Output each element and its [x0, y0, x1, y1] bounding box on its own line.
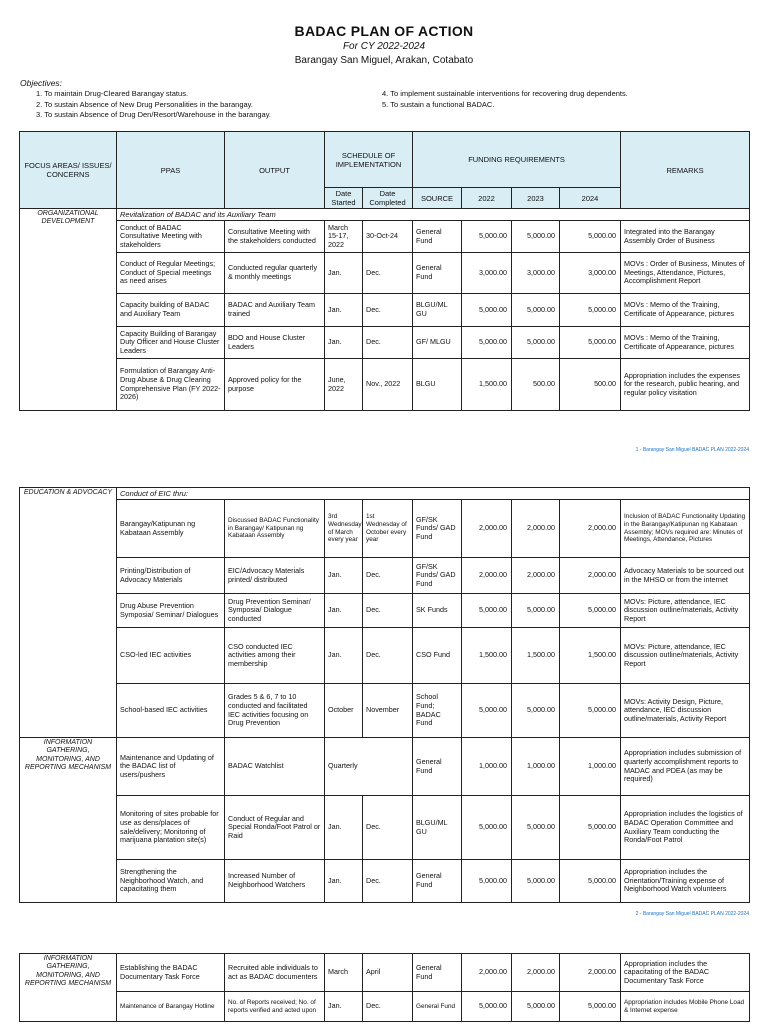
remarks-cell: MOVs: Picture, attendance, IEC discussion outline/materials, Activity Report	[621, 628, 750, 684]
header-source: SOURCE	[413, 188, 462, 209]
source-cell: General Fund	[413, 860, 462, 903]
source-cell: GF/ MLGU	[413, 327, 462, 359]
amount-2024: 1,500.00	[560, 628, 621, 684]
amount-2022: 1,500.00	[462, 359, 512, 411]
amount-2024: 5,000.00	[560, 221, 621, 253]
header-funding: FUNDING REQUIREMENTS	[413, 132, 621, 188]
amount-2022: 1,000.00	[462, 738, 512, 796]
date-completed-cell: April	[363, 954, 413, 992]
objective-item: 3. To sustain Absence of Drug Den/Resort/Warehouse in the barangay.	[36, 110, 271, 119]
header-remarks: REMARKS	[621, 132, 750, 209]
date-started-cell: Jan.	[325, 796, 363, 860]
amount-2022: 5,000.00	[462, 594, 512, 628]
source-cell: General Fund	[413, 738, 462, 796]
output-cell: Grades 5 & 6, 7 to 10 conducted and facilitated IEC activities focusing on Drug Prevention	[225, 684, 325, 738]
amount-2023: 2,000.00	[512, 954, 560, 992]
date-started-cell: Jan.	[325, 294, 363, 327]
output-cell: Conducted regular quarterly & monthly meetings	[225, 253, 325, 294]
ppa-cell: Barangay/Katipunan ng Kabataan Assembly	[117, 500, 225, 558]
amount-2024: 500.00	[560, 359, 621, 411]
source-cell: BLGU	[413, 359, 462, 411]
date-completed-cell: November	[363, 684, 413, 738]
plan-table-page-1	[19, 131, 750, 411]
objective-item: 4. To implement sustainable interventions for recovering drug dependents.	[382, 89, 628, 98]
remarks-cell: MOVs: Picture, attendance, IEC discussion outline/materials, Activity Report	[621, 594, 750, 628]
date-completed-cell: Dec.	[363, 992, 413, 1022]
amount-2023: 5,000.00	[512, 327, 560, 359]
amount-2023: 2,000.00	[512, 500, 560, 558]
amount-2022: 5,000.00	[462, 684, 512, 738]
source-cell: BLGU/ML GU	[413, 294, 462, 327]
header-schedule: SCHEDULE OF IMPLEMENTATION	[325, 132, 413, 188]
header-ppas: PPAS	[117, 132, 225, 209]
remarks-cell: Appropriation includes Mobile Phone Load & Internet expense	[621, 992, 750, 1022]
date-completed-cell: Dec.	[363, 860, 413, 903]
date-completed-cell: 30-Oct-24	[363, 221, 413, 253]
remarks-cell: MOVs: Activity Design, Picture, attendance, IEC discussion outline/materials, Activity Report	[621, 684, 750, 738]
date-completed-cell: 1st Wednesday of October every year	[363, 500, 413, 558]
remarks-cell: MOVs : Order of Business, Minutes of Meetings, Attendance, Pictures, Accomplishment Report	[621, 253, 750, 294]
source-cell: CSO Fund	[413, 628, 462, 684]
date-started-cell: Jan.	[325, 327, 363, 359]
focus-area: INFORMATION GATHERING, MONITORING, AND REPORTING MECHANISM	[20, 954, 117, 1022]
amount-2022: 2,000.00	[462, 954, 512, 992]
objectives-list-left	[36, 89, 271, 121]
focus-area: INFORMATION GATHERING, MONITORING, AND REPORTING MECHANISM	[20, 738, 117, 903]
ppa-cell: Conduct of BADAC Consultative Meeting with stakeholders	[117, 221, 225, 253]
amount-2022: 5,000.00	[462, 221, 512, 253]
output-cell: BDO and House Cluster Leaders	[225, 327, 325, 359]
remarks-cell: Advocacy Materials to be sourced out in the MHSO or from the internet	[621, 558, 750, 594]
amount-2024: 5,000.00	[560, 796, 621, 860]
objectives-heading: Objectives:	[20, 78, 63, 88]
amount-2024: 5,000.00	[560, 860, 621, 903]
remarks-cell: MOVs : Memo of the Training, Certificate of Appearance, pictures	[621, 294, 750, 327]
date-started-cell: Jan.	[325, 628, 363, 684]
ppa-cell: Maintenance and Updating of the BADAC list of users/pushers	[117, 738, 225, 796]
amount-2023: 1,500.00	[512, 628, 560, 684]
remarks-cell: Appropriation includes the expenses for the research, public hearing, and regular policy visitation	[621, 359, 750, 411]
amount-2023: 1,000.00	[512, 738, 560, 796]
amount-2024: 2,000.00	[560, 500, 621, 558]
page-footer: 2 - Barangay San Miguel BADAC PLAN 2022-2024	[635, 911, 749, 917]
date-started-cell: October	[325, 684, 363, 738]
amount-2022: 5,000.00	[462, 860, 512, 903]
output-cell: Increased Number of Neighborhood Watchers	[225, 860, 325, 903]
output-cell: No. of Reports received; No. of reports verified and acted upon	[225, 992, 325, 1022]
document-subtitle: For CY 2022-2024	[342, 41, 426, 52]
amount-2024: 2,000.00	[560, 954, 621, 992]
amount-2023: 3,000.00	[512, 253, 560, 294]
output-cell: BADAC Watchlist	[225, 738, 325, 796]
document-title: BADAC PLAN OF ACTION	[294, 23, 474, 39]
amount-2024: 5,000.00	[560, 684, 621, 738]
amount-2022: 5,000.00	[462, 327, 512, 359]
amount-2023: 5,000.00	[512, 594, 560, 628]
date-completed-cell: Dec.	[363, 628, 413, 684]
remarks-cell: Inclusion of BADAC Functionality Updating in the Barangay/Katipunan ng Kabataan Assembly; MOVs required are: Minutes of Meetings, Attendance, Pictures	[621, 500, 750, 558]
date-started-cell: Jan.	[325, 860, 363, 903]
output-cell: Consultative Meeting with the stakeholders conducted	[225, 221, 325, 253]
amount-2024: 2,000.00	[560, 558, 621, 594]
header-date-completed: Date Completed	[363, 188, 413, 209]
ppa-cell: Monitoring of sites probable for use as dens/places of sale/delivery; Monitoring of marijuana plantation site(s)	[117, 796, 225, 860]
output-cell: Conduct of Regular and Special Ronda/Foot Patrol or Raid	[225, 796, 325, 860]
page-footer: 1 - Barangay San Miguel BADAC PLAN 2022-2024	[635, 447, 749, 453]
source-cell: General Fund	[413, 992, 462, 1022]
date-completed-cell: Dec.	[363, 558, 413, 594]
source-cell: GF/SK Funds/ GAD Fund	[413, 500, 462, 558]
amount-2023: 5,000.00	[512, 684, 560, 738]
date-started-cell: Jan.	[325, 558, 363, 594]
ppa-cell: Strengthening the Neighborhood Watch, and capacitating them	[117, 860, 225, 903]
objective-item: 2. To sustain Absence of New Drug Personalities in the barangay.	[36, 99, 253, 109]
output-cell: Approved policy for the purpose	[225, 359, 325, 411]
output-cell: EIC/Advocacy Materials printed/ distributed	[225, 558, 325, 594]
remarks-cell: Appropriation includes the Orientation/Training expense of Neighborhood Watch volunteers	[621, 860, 750, 903]
section-heading: Revitalization of BADAC and its Auxiliary Team	[117, 209, 750, 221]
ppa-cell: Conduct of Regular Meetings; Conduct of Special meetings as need arises	[117, 253, 225, 294]
date-completed-cell: Dec.	[363, 796, 413, 860]
source-cell: BLGU/ML GU	[413, 796, 462, 860]
source-cell: School Fund; BADAC Fund	[413, 684, 462, 738]
amount-2022: 5,000.00	[462, 294, 512, 327]
amount-2023: 5,000.00	[512, 860, 560, 903]
source-cell: General Fund	[413, 954, 462, 992]
header-2023: 2023	[512, 188, 560, 209]
date-started-cell: Jan.	[325, 253, 363, 294]
objective-item: 5. To sustain a functional BADAC.	[382, 99, 495, 109]
amount-2024: 5,000.00	[560, 992, 621, 1022]
date-started-cell: 3rd Wednesday of March every year	[325, 500, 363, 558]
document-location: Barangay San Miguel, Arakan, Cotabato	[294, 55, 474, 66]
date-started-cell: Jan.	[325, 992, 363, 1022]
objective-item: 1. To maintain Drug-Cleared Barangay status.	[36, 89, 189, 98]
date-completed-cell: Dec.	[363, 594, 413, 628]
amount-2022: 5,000.00	[462, 796, 512, 860]
output-cell: Recruited able individuals to act as BADAC documenters	[225, 954, 325, 992]
output-cell: Drug Prevention Seminar/ Symposia/ Dialogue conducted	[225, 594, 325, 628]
date-completed-cell: Dec.	[363, 253, 413, 294]
focus-area: ORGANIZATIONAL DEVELOPMENT	[20, 209, 117, 411]
header-focus: FOCUS AREAS/ ISSUES/ CONCERNS	[20, 132, 117, 209]
section-heading: Conduct of EIC thru:	[117, 488, 750, 500]
remarks-cell: MOVs : Memo of the Training, Certificate of Appearance, pictures	[621, 327, 750, 359]
source-cell: General Fund	[413, 221, 462, 253]
date-started-cell: Jan.	[325, 594, 363, 628]
remarks-cell: Integrated into the Barangay Assembly Order of Business	[621, 221, 750, 253]
header-2024: 2024	[560, 188, 621, 209]
remarks-cell: Appropriation includes the capacitating of the BADAC Documentary Task Force	[621, 954, 750, 992]
amount-2024: 5,000.00	[560, 594, 621, 628]
amount-2023: 2,000.00	[512, 558, 560, 594]
amount-2022: 1,500.00	[462, 628, 512, 684]
plan-table-page-3	[19, 953, 750, 1022]
output-cell: Discussed BADAC Functionality in Barangay/ Katipunan ng Kabataan Assembly	[225, 500, 325, 558]
amount-2022: 3,000.00	[462, 253, 512, 294]
amount-2024: 5,000.00	[560, 294, 621, 327]
source-cell: GF/SK Funds/ GAD Fund	[413, 558, 462, 594]
amount-2023: 5,000.00	[512, 992, 560, 1022]
date-completed-cell: Dec.	[363, 327, 413, 359]
remarks-cell: Appropriation includes the logistics of BADAC Operation Committee and Auxiliary Team conducting the Ronda/Foot Patrol	[621, 796, 750, 860]
amount-2024: 3,000.00	[560, 253, 621, 294]
ppa-cell: Maintenance of Barangay Hotline	[117, 992, 225, 1022]
date-started-cell: March	[325, 954, 363, 992]
amount-2022: 2,000.00	[462, 558, 512, 594]
amount-2024: 1,000.00	[560, 738, 621, 796]
source-cell: SK Funds	[413, 594, 462, 628]
amount-2023: 500.00	[512, 359, 560, 411]
ppa-cell: Capacity Building of Barangay Duty Officer and House Cluster Leaders	[117, 327, 225, 359]
ppa-cell: Establishing the BADAC Documentary Task Force	[117, 954, 225, 992]
output-cell: CSO conducted IEC activities among their membership	[225, 628, 325, 684]
ppa-cell: Printing/Distribution of Advocacy Materials	[117, 558, 225, 594]
amount-2022: 5,000.00	[462, 992, 512, 1022]
output-cell: BADAC and Auxiliary Team trained	[225, 294, 325, 327]
amount-2023: 5,000.00	[512, 796, 560, 860]
header-date-started: Date Started	[325, 188, 363, 209]
objectives-list-right	[382, 89, 628, 110]
ppa-cell: Drug Abuse Prevention Symposia/ Seminar/ Dialogues	[117, 594, 225, 628]
amount-2023: 5,000.00	[512, 294, 560, 327]
amount-2022: 2,000.00	[462, 500, 512, 558]
focus-area: EDUCATION & ADVOCACY	[20, 488, 117, 738]
schedule-cell: Quarterly	[325, 738, 413, 796]
source-cell: General Fund	[413, 253, 462, 294]
amount-2024: 5,000.00	[560, 327, 621, 359]
ppa-cell: Capacity building of BADAC and Auxiliary Team	[117, 294, 225, 327]
ppa-cell: Formulation of Barangay Anti-Drug Abuse & Drug Clearing Comprehensive Plan (FY 2022-2026)	[117, 359, 225, 411]
header-output: OUTPUT	[225, 132, 325, 209]
remarks-cell: Appropriation includes submission of quarterly accomplishment reports to MADAC and PDEA (as may be required)	[621, 738, 750, 796]
plan-table-page-2	[19, 487, 750, 903]
date-started-cell: June, 2022	[325, 359, 363, 411]
date-started-cell: March 15-17, 2022	[325, 221, 363, 253]
ppa-cell: CSO-led IEC activities	[117, 628, 225, 684]
header-2022: 2022	[462, 188, 512, 209]
amount-2023: 5,000.00	[512, 221, 560, 253]
ppa-cell: School-based IEC activities	[117, 684, 225, 738]
date-completed-cell: Dec.	[363, 294, 413, 327]
date-completed-cell: Nov., 2022	[363, 359, 413, 411]
